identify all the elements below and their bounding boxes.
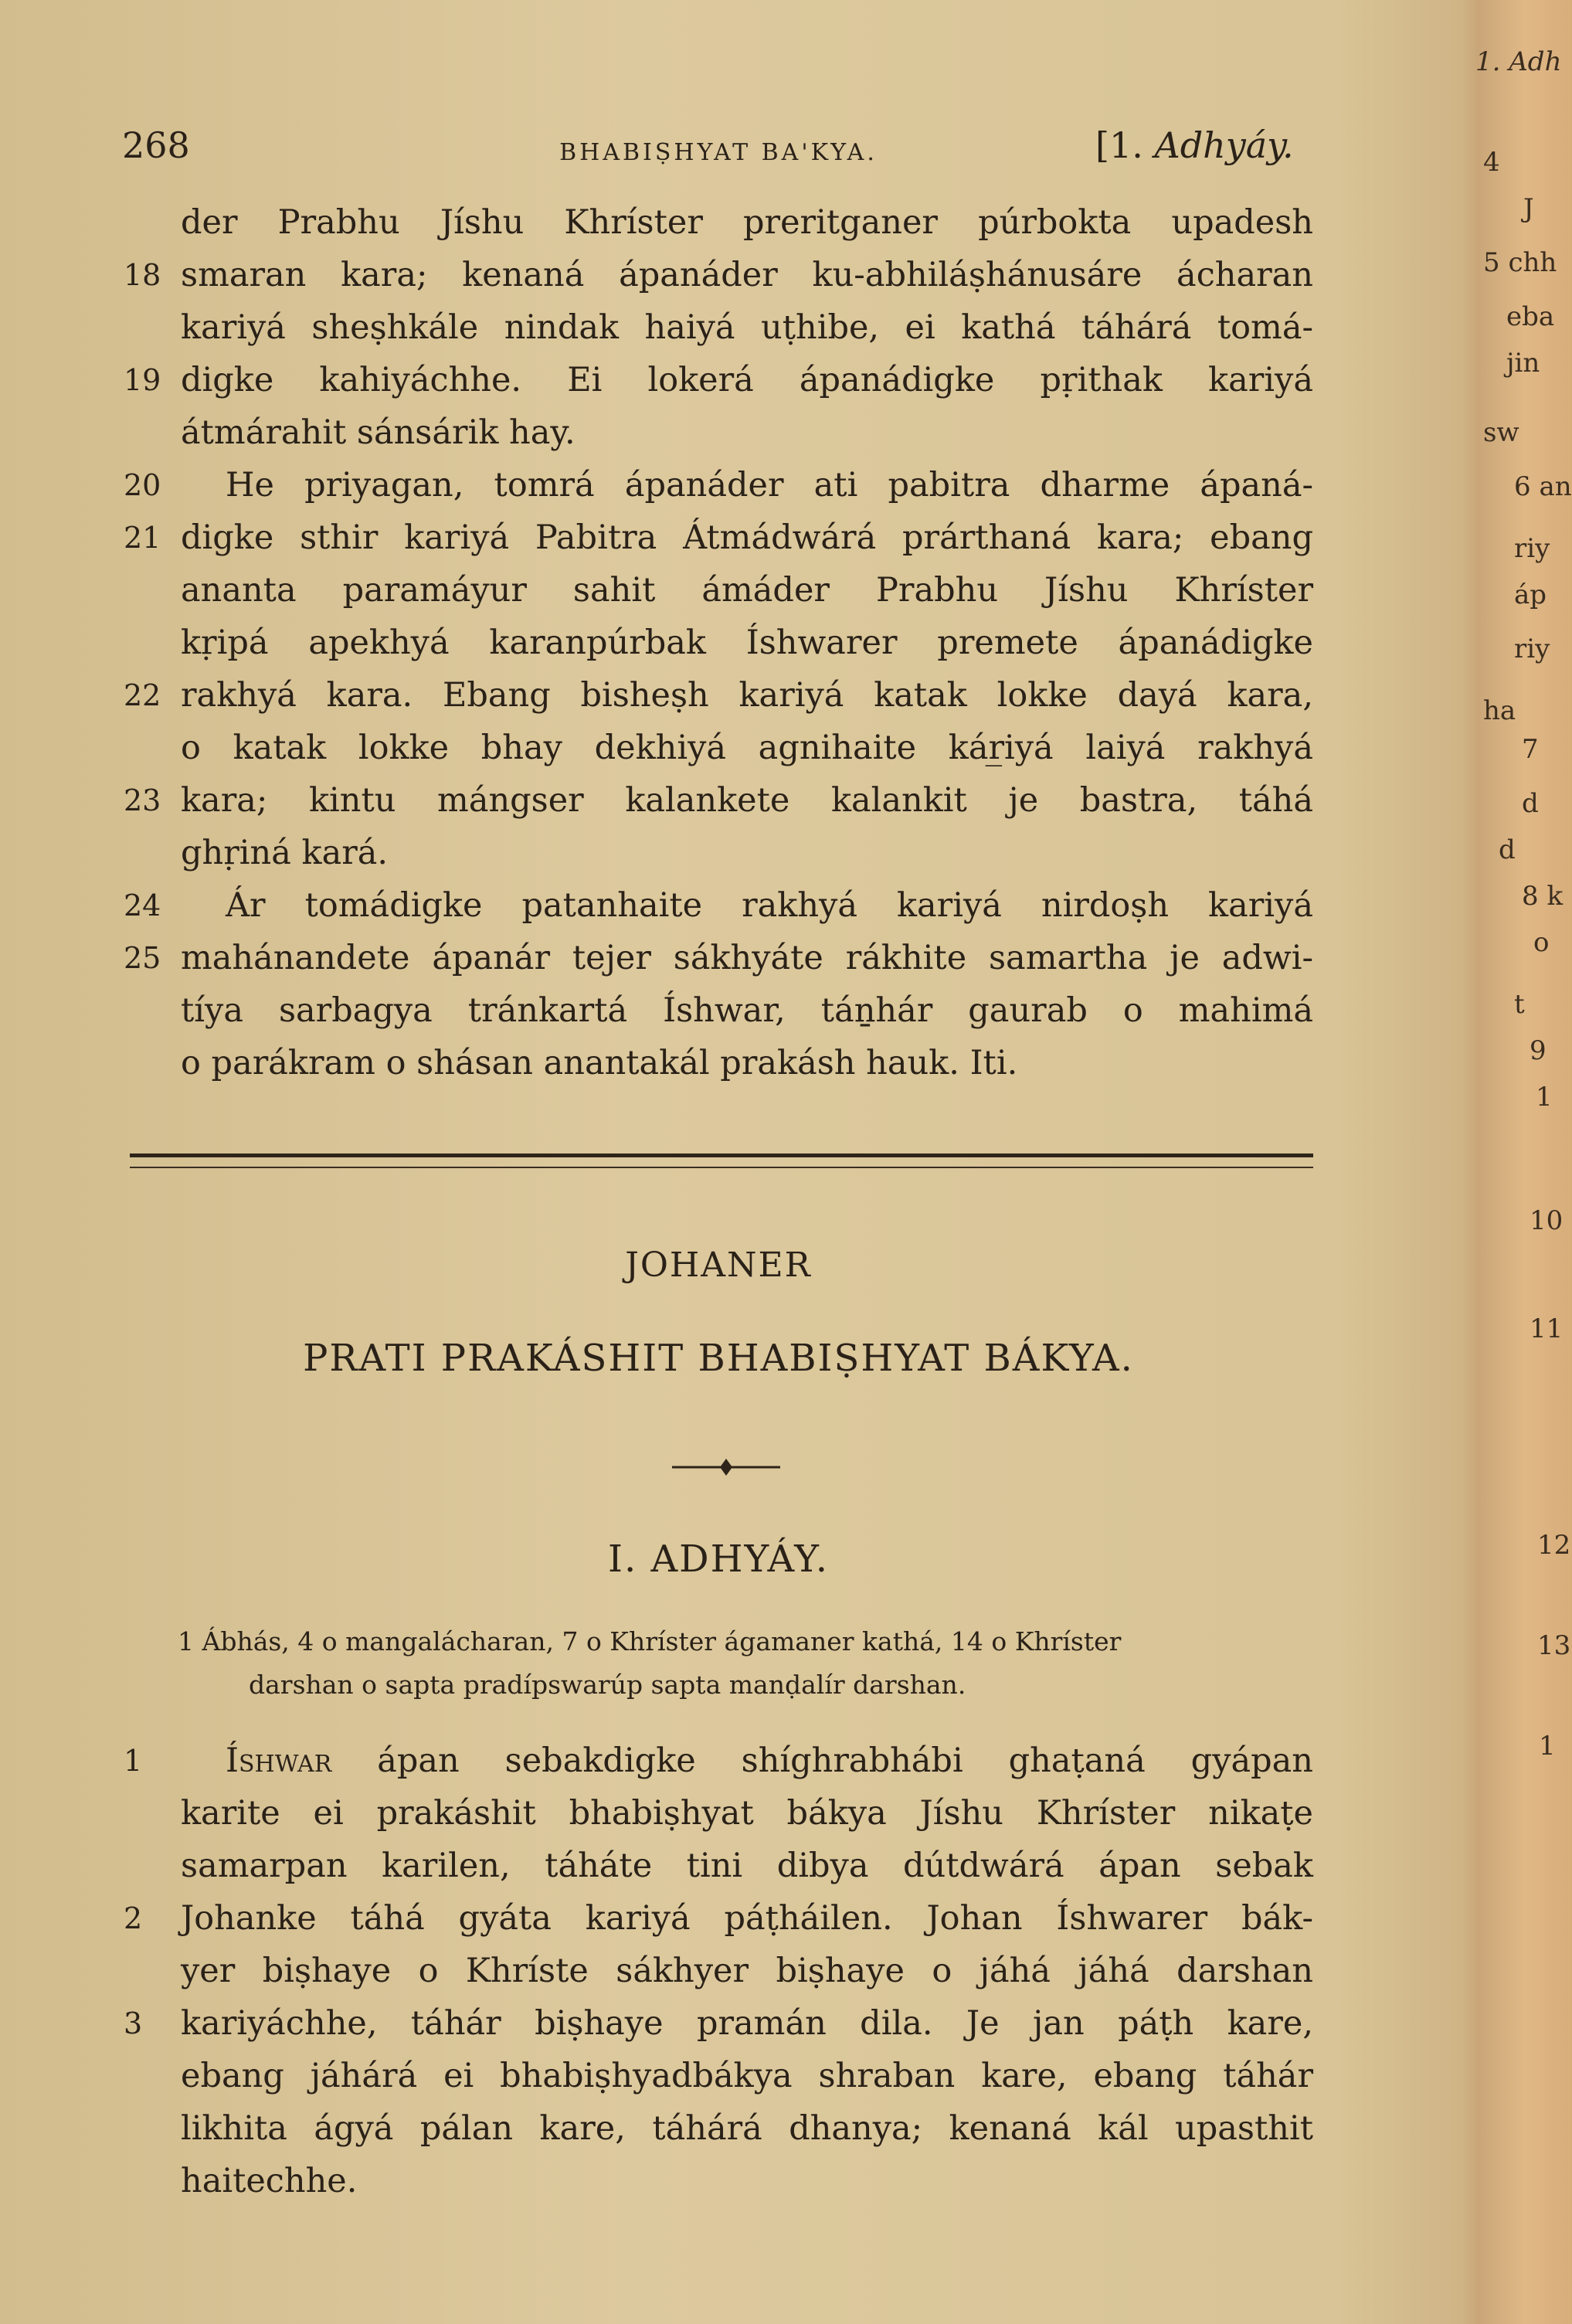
- facing-page-fragment: 6 an: [1514, 471, 1572, 502]
- line-text: [181, 301, 1313, 354]
- line-text: [181, 511, 1313, 564]
- text-line: [124, 564, 1313, 617]
- line-words: kṛipá apekhyá karanpúrbak Íshwarer premete ápanádigke: [181, 623, 1313, 662]
- line-words: o katak lokke bhay dekhiyá agnihaite kár̲iyá laiyá rakhyá: [181, 729, 1313, 767]
- line-words: samarpan karilen, táháte tini dibya dútdwárá ápan sebak: [181, 1847, 1313, 1885]
- line-text: [181, 1997, 1313, 2050]
- text-line: [124, 1735, 1313, 1787]
- verse-number: 25: [124, 941, 161, 975]
- line-words: ghṛiná kará.: [181, 834, 389, 872]
- text-line: [124, 249, 1313, 301]
- facing-page-fragment: d: [1522, 788, 1539, 819]
- page-number: 268: [122, 124, 190, 166]
- line-text: [181, 2155, 1313, 2207]
- text-line: [124, 354, 1313, 406]
- line-text: [181, 2050, 1313, 2102]
- line-words: yer biṣhaye o Khríste sákhyer biṣhaye o jáhá jáhá darshan: [181, 1952, 1313, 1990]
- line-words: digke kahiyáchhe. Ei lokerá ápanádigke pṛithak kariyá: [181, 361, 1313, 399]
- facing-page-fragment: 1: [1536, 1082, 1553, 1113]
- section-divider-thin: [130, 1167, 1313, 1168]
- text-line: [124, 1997, 1313, 2050]
- verse-number: 2: [124, 1901, 143, 1935]
- line-text: [181, 354, 1313, 406]
- line-text: [226, 1735, 1313, 1787]
- line-text: [181, 196, 1313, 249]
- text-line: [124, 1840, 1313, 1892]
- facing-page-fragment: ha: [1483, 695, 1516, 726]
- facing-page-fragment: 11: [1530, 1313, 1564, 1344]
- line-text: [181, 722, 1313, 774]
- text-line: [124, 2155, 1313, 2207]
- facing-page-fragment: 12: [1537, 1530, 1571, 1561]
- facing-page-fragment: áp: [1514, 579, 1547, 610]
- text-line: [124, 1945, 1313, 1997]
- chapter-text: [124, 1735, 1313, 2207]
- line-text: [181, 617, 1313, 669]
- line-words: ebang jáhárá ei bhabiṣhyadbákya shraban kare, ebang táhár: [181, 2057, 1313, 2095]
- line-words: kariyáchhe, táhár biṣhaye pramán dila. Je jan páṭh kare,: [181, 2004, 1313, 2043]
- line-words: tíya sarbagya tránkartá Íshwar, táṉhár gaurab o mahimá: [181, 991, 1313, 1030]
- text-line: [124, 1787, 1313, 1840]
- chapter-heading: I. ADHYÁY.: [608, 1537, 829, 1581]
- line-words: rakhyá kara. Ebang bisheṣh kariyá katak lokke dayá kara,: [181, 676, 1313, 715]
- line-words: haitechhe.: [181, 2162, 358, 2200]
- line-words: kara; kintu mángser kalankete kalankit je bastra, táhá: [181, 781, 1313, 820]
- facing-page-fragment: 13: [1537, 1630, 1571, 1661]
- facing-page-fragment: riy: [1514, 533, 1550, 564]
- book-title-line1: JOHANER: [625, 1245, 812, 1285]
- verse-number: 19: [124, 363, 161, 397]
- verse-number: 18: [124, 258, 161, 292]
- verse-number: 3: [124, 2006, 143, 2040]
- facing-page-fragment: 8 k: [1522, 881, 1564, 912]
- text-line: [124, 669, 1313, 722]
- text-line: [124, 827, 1313, 879]
- facing-page-fragment: 10: [1530, 1205, 1564, 1236]
- book-title-line2: PRATI PRAKÁSHIT BHABIṢHYAT BÁKYA.: [303, 1337, 1134, 1380]
- top-section-text: [124, 196, 1313, 1089]
- section-divider-thick: [130, 1154, 1313, 1157]
- text-line: [124, 774, 1313, 827]
- line-text: [181, 774, 1313, 827]
- text-line: [124, 1037, 1313, 1089]
- line-words: He priyagan, tomrá ápanáder ati pabitra dharme ápaná-: [226, 466, 1313, 505]
- line-text: [181, 2102, 1313, 2155]
- line-words: der Prabhu Jíshu Khríster preritganer púrbokta upadesh: [181, 203, 1313, 242]
- facing-page-fragment: jin: [1506, 348, 1540, 379]
- text-line: [124, 196, 1313, 249]
- line-text: [181, 564, 1313, 617]
- line-text: [181, 932, 1313, 984]
- chapter-reference-italic: Adhyáy.: [1154, 124, 1294, 166]
- line-words: ananta paramáyur sahit ámáder Prabhu Jíshu Khríster: [181, 571, 1313, 610]
- line-text: [181, 827, 1313, 879]
- facing-page-fragment: 1. Adh: [1475, 46, 1562, 77]
- facing-page-fragment: 7: [1522, 734, 1539, 765]
- facing-page-fragment: t: [1514, 989, 1525, 1020]
- line-words: karite ei prakáshit bhabiṣhyat bákya Jíshu Khríster nikaṭe: [181, 1794, 1313, 1833]
- text-line: [124, 511, 1313, 564]
- chapter-summary-line2: darshan o sapta pradípswarúp sapta manḍalír darshan.: [249, 1670, 966, 1700]
- text-line: [124, 617, 1313, 669]
- verse-number: 1: [124, 1744, 143, 1778]
- text-line: [124, 932, 1313, 984]
- text-line: [124, 406, 1313, 459]
- facing-page-fragment: 9: [1530, 1035, 1547, 1066]
- verse-number: 23: [124, 783, 161, 817]
- verse-number: 21: [124, 521, 161, 555]
- text-line: [124, 984, 1313, 1037]
- facing-page-fragment: d: [1499, 834, 1516, 865]
- line-text: [181, 1787, 1313, 1840]
- facing-page-fragment: 4: [1483, 147, 1500, 178]
- chapter-reference: [1095, 124, 1294, 167]
- text-line: [124, 879, 1313, 932]
- line-words: kariyá sheṣhkále nindak haiyá uṭhibe, ei kathá táhárá tomá-: [181, 308, 1313, 347]
- verse-number: 20: [124, 468, 161, 502]
- text-line: [124, 1892, 1313, 1945]
- line-words: smaran kara; kenaná ápanáder ku-abhiláṣhánusáre ácharan: [181, 256, 1313, 294]
- text-line: [124, 459, 1313, 511]
- first-word: Íshwar: [226, 1741, 378, 1780]
- facing-page-fragment: 1: [1539, 1731, 1556, 1762]
- chapter-summary-line1: 1 Ábhás, 4 o mangalácharan, 7 o Khríster ágamaner kathá, 14 o Khríster: [178, 1626, 1122, 1656]
- facing-page-fragment: 5 chh: [1483, 247, 1557, 278]
- facing-page-fragment: o: [1533, 927, 1550, 958]
- line-words: o parákram o shásan anantakál prakásh hauk. Iti.: [181, 1044, 1018, 1082]
- line-text: [181, 406, 1313, 459]
- line-text: [181, 669, 1313, 722]
- line-words: likhita ágyá pálan kare, táhárá dhanya; kenaná kál upasthit: [181, 2109, 1313, 2148]
- line-text: [181, 1945, 1313, 1997]
- line-words: Johanke táhá gyáta kariyá páṭháilen. Johan Íshwarer bák-: [181, 1899, 1313, 1938]
- verse-number: 22: [124, 678, 161, 712]
- facing-page-fragment: J: [1523, 193, 1534, 224]
- line-text: [226, 459, 1313, 511]
- line-text: [181, 1840, 1313, 1892]
- line-text: [181, 249, 1313, 301]
- running-title: BHABIṢHYAT BA'KYA.: [559, 139, 878, 166]
- line-words: ápan sebakdigke shíghrabhábi ghaṭaná gyápan: [377, 1741, 1313, 1780]
- line-text: [181, 1037, 1313, 1089]
- text-line: [124, 301, 1313, 354]
- line-words: Ár tomádigke patanhaite rakhyá kariyá nirdoṣh kariyá: [226, 886, 1313, 925]
- line-words: mahánandete ápanár tejer sákhyáte rákhite samartha je adwi-: [181, 939, 1313, 977]
- text-line: [124, 2050, 1313, 2102]
- line-words: átmárahit sánsárik hay.: [181, 413, 575, 452]
- text-line: [124, 722, 1313, 774]
- facing-page-fragment: sw: [1483, 417, 1519, 448]
- line-words: digke sthir kariyá Pabitra Átmádwárá prárthaná kara; ebang: [181, 518, 1313, 557]
- line-text: [226, 879, 1313, 932]
- line-text: [181, 1892, 1313, 1945]
- facing-page-fragment: eba: [1506, 301, 1555, 332]
- line-text: [181, 984, 1313, 1037]
- chapter-reference-prefix: [1.: [1095, 124, 1155, 166]
- text-line: [124, 2102, 1313, 2155]
- ornament-divider-icon: [664, 1457, 788, 1477]
- facing-page-fragment: riy: [1514, 634, 1550, 664]
- facing-page-edge: [1452, 0, 1572, 2324]
- verse-number: 24: [124, 888, 161, 922]
